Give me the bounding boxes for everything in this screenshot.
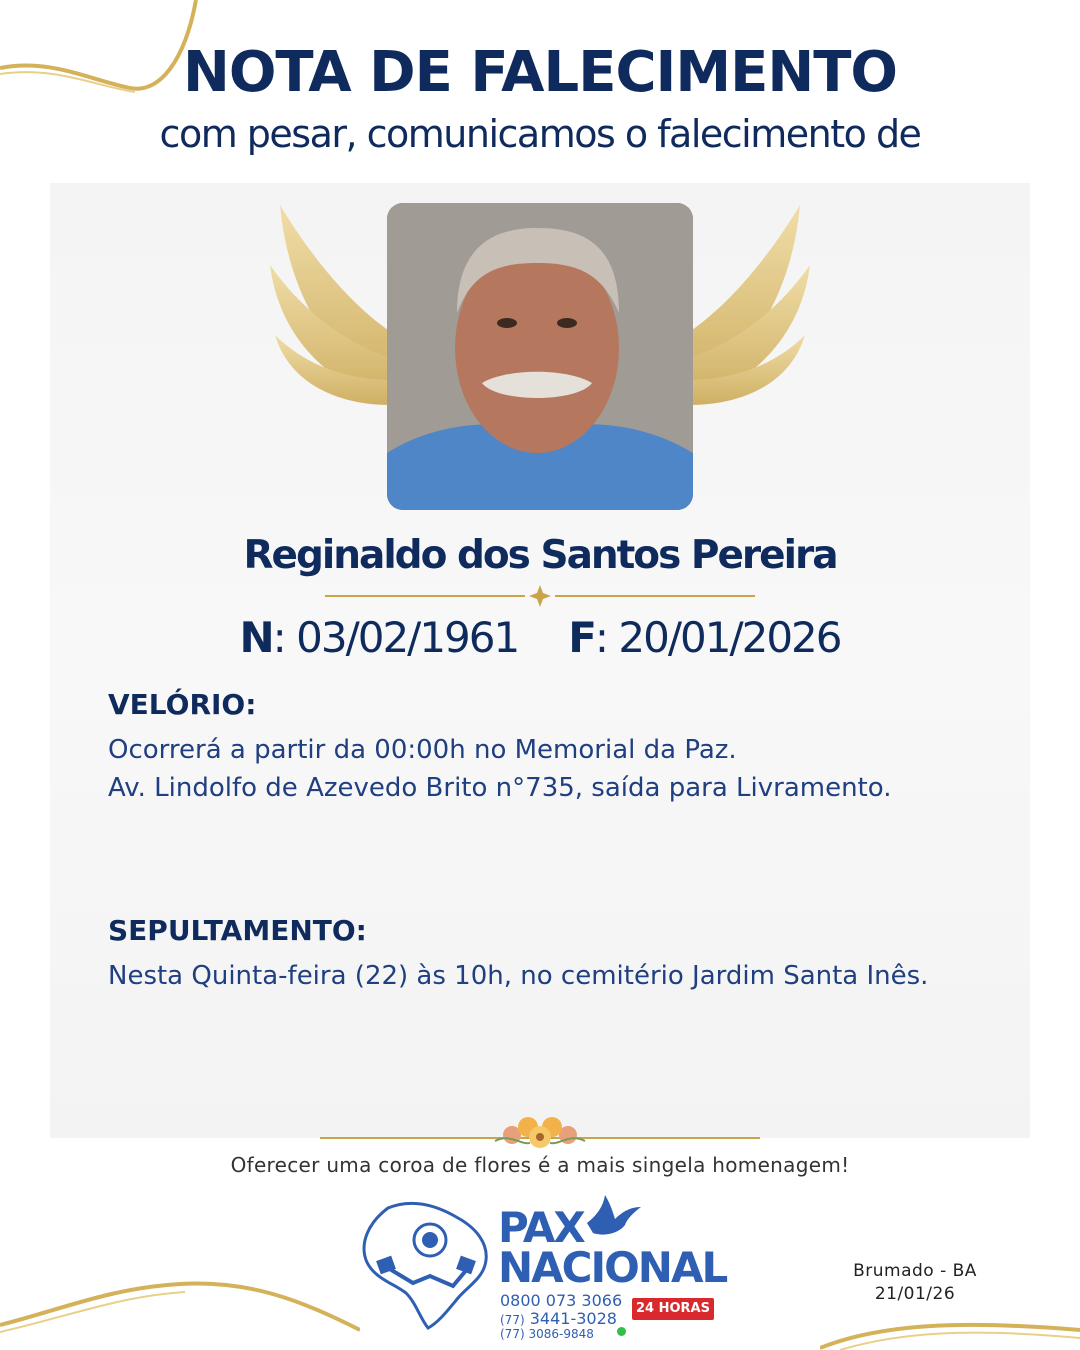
phone-whatsapp: (77) 3086-9848 [500, 1327, 594, 1341]
whatsapp-icon [617, 1327, 626, 1336]
phone-local-number: 3441-3028 [529, 1309, 617, 1328]
brand-name-line-1: PAX [498, 1203, 584, 1252]
gold-swoosh-bottom-left [0, 1270, 360, 1350]
brand-name-line-2: NACIONAL [498, 1243, 727, 1292]
flowers-icon [320, 1105, 760, 1160]
gold-divider [325, 585, 755, 607]
death-date: : 20/01/2026 [594, 613, 841, 662]
birth-date: : 03/02/1961 [272, 613, 519, 662]
burial-label: SEPULTAMENTO: [108, 914, 367, 947]
deceased-name: Reginaldo dos Santos Pereira [243, 533, 837, 578]
publication-date: 21/01/26 [874, 1284, 956, 1304]
birth-label: N [239, 613, 273, 662]
city-location: Brumado - BA [853, 1261, 977, 1281]
life-dates [0, 613, 1080, 662]
wake-line-2: Av. Lindolfo de Azevedo Brito n°735, saída para Livramento. [108, 773, 892, 803]
phone-local [500, 1309, 617, 1328]
phone-area-code: (77) [500, 1313, 525, 1327]
dove-icon [585, 1193, 643, 1238]
page-subtitle: com pesar, comunicamos o falecimento de [159, 112, 921, 156]
page-title: NOTA DE FALECIMENTO [182, 40, 898, 105]
deceased-photo [387, 203, 693, 510]
burial-line-1: Nesta Quinta-feira (22) às 10h, no cemitério Jardim Santa Inês. [108, 961, 929, 991]
wake-label: VELÓRIO: [108, 688, 257, 721]
death-label: F [568, 613, 595, 662]
wake-line-1: Ocorrerá a partir da 00:00h no Memorial da Paz. [108, 735, 737, 765]
brazil-map-handshake-icon [358, 1198, 493, 1330]
24-hours-badge: 24 HORAS [632, 1298, 714, 1320]
phone-tollfree: 0800 073 3066 [500, 1291, 623, 1310]
homage-text: Oferecer uma coroa de flores é a mais singela homenagem! [230, 1153, 850, 1177]
